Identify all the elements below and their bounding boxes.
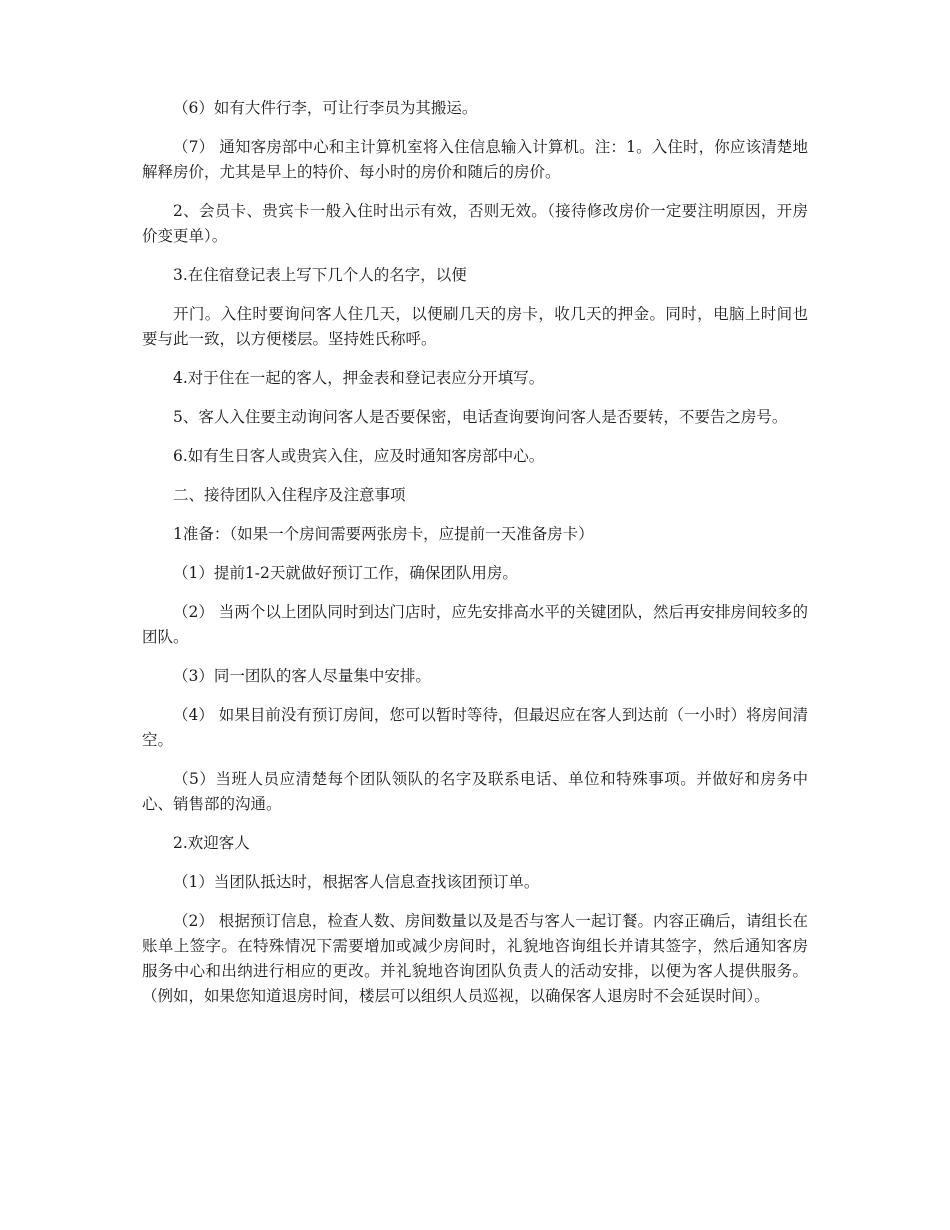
paragraph-no-reservation: （4） 如果目前没有预订房间，您可以暂时等待，但最迟应在客人到达前（一小时）将房间清空。 — [142, 706, 808, 749]
paragraph-registration-names: 3.在住宿登记表上写下几个人的名字，以便 — [173, 266, 467, 284]
paragraph-group-together: （3）同一团队的客人尽量集中安排。 — [173, 667, 431, 685]
section-heading-group-checkin: 二、接待团队入住程序及注意事项 — [173, 486, 406, 504]
paragraph-shared-room: 4.对于住在一起的客人，押金表和登记表应分开填写。 — [173, 369, 545, 387]
paragraph-check-booking: （2） 根据预订信息，检查人数、房间数量以及是否与客人一起订餐。内容正确后，请组长在账单上签字。在特殊情况下需要增加或减少房间时，礼貌地咨询组长并请其签字，然后通知客房服务中心和出纳进行相应的更改。并礼貌地咨询团队负责人的活动安排，以便为客人提供服务。（例如，如果您知道退房时间，楼层可以组织人员巡视，以确保客人退房时不会延误时间）。 — [142, 912, 808, 1005]
paragraph-check-in-days: 开门。入住时要询问客人住几天，以便刷几天的房卡，收几天的押金。同时，电脑上时间也要与此一致，以方便楼层。坚持姓氏称呼。 — [142, 305, 808, 348]
paragraph-advance-booking: （1）提前1-2天就做好预订工作，确保团队用房。 — [173, 564, 518, 582]
paragraph-preparation: 1准备：（如果一个房间需要两张房卡，应提前一天准备房卡） — [173, 525, 594, 543]
paragraph-member-card: 2、会员卡、贵宾卡一般入住时出示有效，否则无效。（接待修改房价一定要注明原因，开房价变更单）。 — [142, 202, 808, 245]
paragraph-staff-contacts: （5）当班人员应清楚每个团队领队的名字及联系电话、单位和特殊事项。并做好和房务中心、销售部的沟通。 — [142, 770, 808, 813]
paragraph-welcome-guests: 2.欢迎客人 — [173, 834, 250, 852]
paragraph-privacy: 5、客人入住要主动询问客人是否要保密，电话查询要询问客人是否要转，不要告之房号。 — [173, 408, 788, 426]
paragraph-notify-computer: （7） 通知客房部中心和主计算机室将入住信息输入计算机。注：1。入住时，你应该清楚地解释房价，尤其是早上的特价、每小时的房价和随后的房价。 — [142, 138, 808, 181]
paragraph-group-arrival: （1）当团队抵达时，根据客人信息查找该团预订单。 — [173, 873, 540, 891]
paragraph-luggage: （6）如有大件行李，可让行李员为其搬运。 — [173, 99, 478, 117]
paragraph-multiple-groups: （2） 当两个以上团队同时到达门店时，应先安排高水平的关键团队，然后再安排房间较多的团队。 — [142, 603, 808, 646]
document-body — [142, 96, 808, 1023]
paragraph-vip: 6.如有生日客人或贵宾入住，应及时通知客房部中心。 — [173, 447, 545, 465]
